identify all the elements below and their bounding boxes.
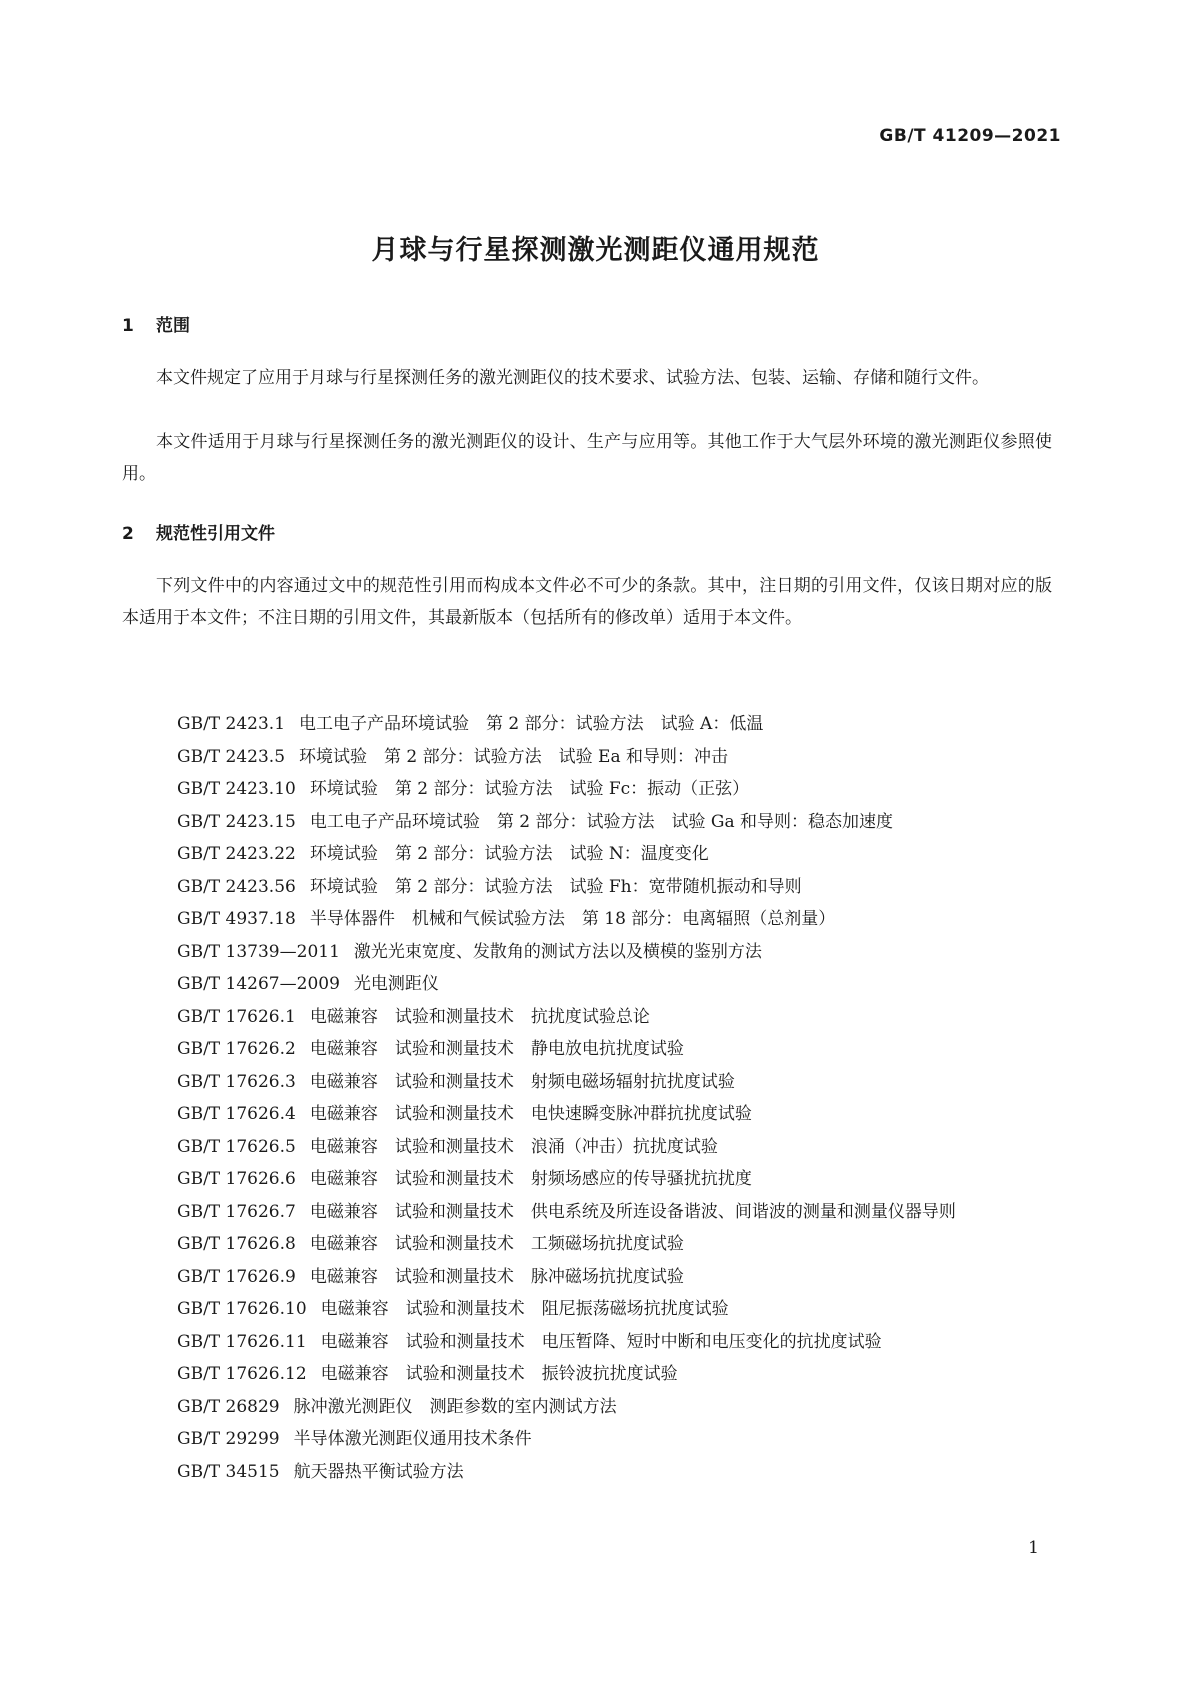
- reference-item: [122, 936, 1062, 969]
- reference-title: 电磁兼容 试验和测量技术 射频场感应的传导骚扰抗扰度: [309, 1169, 752, 1189]
- reference-code: GB/T 2423.22: [177, 844, 296, 864]
- reference-title: 电磁兼容 试验和测量技术 静电放电抗扰度试验: [309, 1039, 684, 1059]
- reference-title: 电工电子产品环境试验 第 2 部分：试验方法 试验 Ga 和导则：稳态加速度: [309, 811, 893, 832]
- reference-code: GB/T 17626.7: [177, 1201, 296, 1222]
- reference-title: 电磁兼容 试验和测量技术 射频电磁场辐射抗扰度试验: [309, 1071, 735, 1092]
- reference-title: 电磁兼容 试验和测量技术 浪涌（冲击）抗扰度试验: [309, 1136, 718, 1157]
- reference-title: 电磁兼容 试验和测量技术 工频磁场抗扰度试验: [309, 1234, 684, 1254]
- reference-item: [122, 1456, 1062, 1489]
- reference-code: GB/T 17626.6: [177, 1169, 296, 1189]
- reference-item: [122, 1293, 1062, 1326]
- reference-title: 电磁兼容 试验和测量技术 阻尼振荡磁场抗扰度试验: [320, 1299, 729, 1319]
- reference-title: 光电测距仪: [353, 974, 439, 994]
- reference-title: 环境试验 第 2 部分：试验方法 试验 Fc：振动（正弦）: [309, 779, 750, 799]
- reference-item: [122, 903, 1062, 936]
- section-1-title: 范围: [156, 316, 190, 336]
- reference-item: [122, 968, 1062, 1001]
- reference-item: [122, 1098, 1062, 1131]
- reference-code: GB/T 13739—2011: [177, 941, 340, 962]
- reference-item: [122, 1326, 1062, 1359]
- reference-item: [122, 1001, 1062, 1034]
- reference-code: GB/T 17626.9: [177, 1266, 296, 1287]
- section-1-heading: [122, 311, 190, 336]
- reference-title: 电磁兼容 试验和测量技术 抗扰度试验总论: [309, 1006, 650, 1027]
- reference-code: GB/T 2423.56: [177, 876, 296, 897]
- reference-code: GB/T 17626.2: [177, 1039, 296, 1059]
- reference-code: GB/T 14267—2009: [177, 974, 340, 994]
- reference-title: 环境试验 第 2 部分：试验方法 试验 Ea 和导则：冲击: [299, 746, 729, 767]
- section-1-number: 1: [122, 316, 134, 336]
- reference-code: GB/T 2423.1: [177, 714, 286, 734]
- reference-code: GB/T 17626.3: [177, 1071, 296, 1092]
- reference-item: [122, 741, 1062, 774]
- section-2-number: 2: [122, 524, 134, 544]
- reference-code: GB/T 17626.1: [177, 1006, 296, 1027]
- reference-title: 电磁兼容 试验和测量技术 电压暂降、短时中断和电压变化的抗扰度试验: [320, 1331, 882, 1352]
- reference-code: GB/T 2423.10: [177, 779, 296, 799]
- reference-item: [122, 1228, 1062, 1261]
- reference-code: GB/T 29299: [177, 1429, 280, 1449]
- reference-item: [122, 1033, 1062, 1066]
- scope-paragraph-1: 本文件规定了应用于月球与行星探测任务的激光测距仪的技术要求、试验方法、包装、运输、存储和随行文件。: [156, 368, 989, 388]
- reference-item: [122, 773, 1062, 806]
- reference-code: GB/T 17626.11: [177, 1331, 307, 1352]
- reference-item: [122, 1423, 1062, 1456]
- reference-title: 电工电子产品环境试验 第 2 部分：试验方法 试验 A：低温: [299, 714, 764, 734]
- section-2-heading: [122, 519, 275, 544]
- document-title: 月球与行星探测激光测距仪通用规范: [371, 235, 820, 266]
- reference-item: [122, 1261, 1062, 1294]
- reference-code: GB/T 4937.18: [177, 909, 296, 929]
- reference-title: 电磁兼容 试验和测量技术 振铃波抗扰度试验: [320, 1364, 678, 1384]
- reference-title: 半导体激光测距仪通用技术条件: [293, 1429, 532, 1449]
- reference-item: [122, 806, 1062, 839]
- reference-title: 电磁兼容 试验和测量技术 脉冲磁场抗扰度试验: [309, 1266, 684, 1287]
- scope-paragraph-2: 本文件适用于月球与行星探测任务的激光测距仪的设计、生产与应用等。其他工作于大气层外环境的激光测距仪参照使用。: [122, 432, 1052, 484]
- reference-code: GB/T 17626.12: [177, 1364, 307, 1384]
- section-2-title: 规范性引用文件: [156, 524, 275, 544]
- page-number: 1: [1028, 1538, 1039, 1558]
- reference-title: 航天器热平衡试验方法: [293, 1461, 464, 1482]
- reference-item: [122, 871, 1062, 904]
- reference-title: 激光光束宽度、发散角的测试方法以及横模的鉴别方法: [353, 941, 762, 962]
- references-intro: 下列文件中的内容通过文中的规范性引用而构成本文件必不可少的条款。其中，注日期的引用文件，仅该日期对应的版本适用于本文件；不注日期的引用文件，其最新版本（包括所有的修改单）适用于本文件。: [122, 576, 1052, 628]
- reference-item: [122, 1196, 1062, 1229]
- reference-title: 半导体器件 机械和气候试验方法 第 18 部分：电离辐照（总剂量）: [309, 909, 836, 929]
- standard-code: GB/T 41209—2021: [879, 126, 1061, 146]
- reference-title: 环境试验 第 2 部分：试验方法 试验 N：温度变化: [309, 844, 709, 864]
- reference-item: [122, 708, 1062, 741]
- reference-title: 电磁兼容 试验和测量技术 电快速瞬变脉冲群抗扰度试验: [309, 1104, 752, 1124]
- reference-title: 环境试验 第 2 部分：试验方法 试验 Fh：宽带随机振动和导则: [309, 876, 802, 897]
- reference-code: GB/T 26829: [177, 1396, 280, 1417]
- reference-item: [122, 1391, 1062, 1424]
- reference-list: [122, 708, 1062, 1488]
- reference-code: GB/T 17626.10: [177, 1299, 307, 1319]
- reference-title: 电磁兼容 试验和测量技术 供电系统及所连设备谐波、间谐波的测量和测量仪器导则: [309, 1201, 956, 1222]
- reference-code: GB/T 34515: [177, 1461, 280, 1482]
- reference-item: [122, 838, 1062, 871]
- reference-item: [122, 1163, 1062, 1196]
- reference-code: GB/T 17626.5: [177, 1136, 296, 1157]
- reference-code: GB/T 17626.4: [177, 1104, 296, 1124]
- reference-item: [122, 1131, 1062, 1164]
- reference-item: [122, 1358, 1062, 1391]
- reference-item: [122, 1066, 1062, 1099]
- reference-code: GB/T 17626.8: [177, 1234, 296, 1254]
- reference-code: GB/T 2423.5: [177, 746, 286, 767]
- reference-title: 脉冲激光测距仪 测距参数的室内测试方法: [293, 1396, 617, 1417]
- reference-code: GB/T 2423.15: [177, 811, 296, 832]
